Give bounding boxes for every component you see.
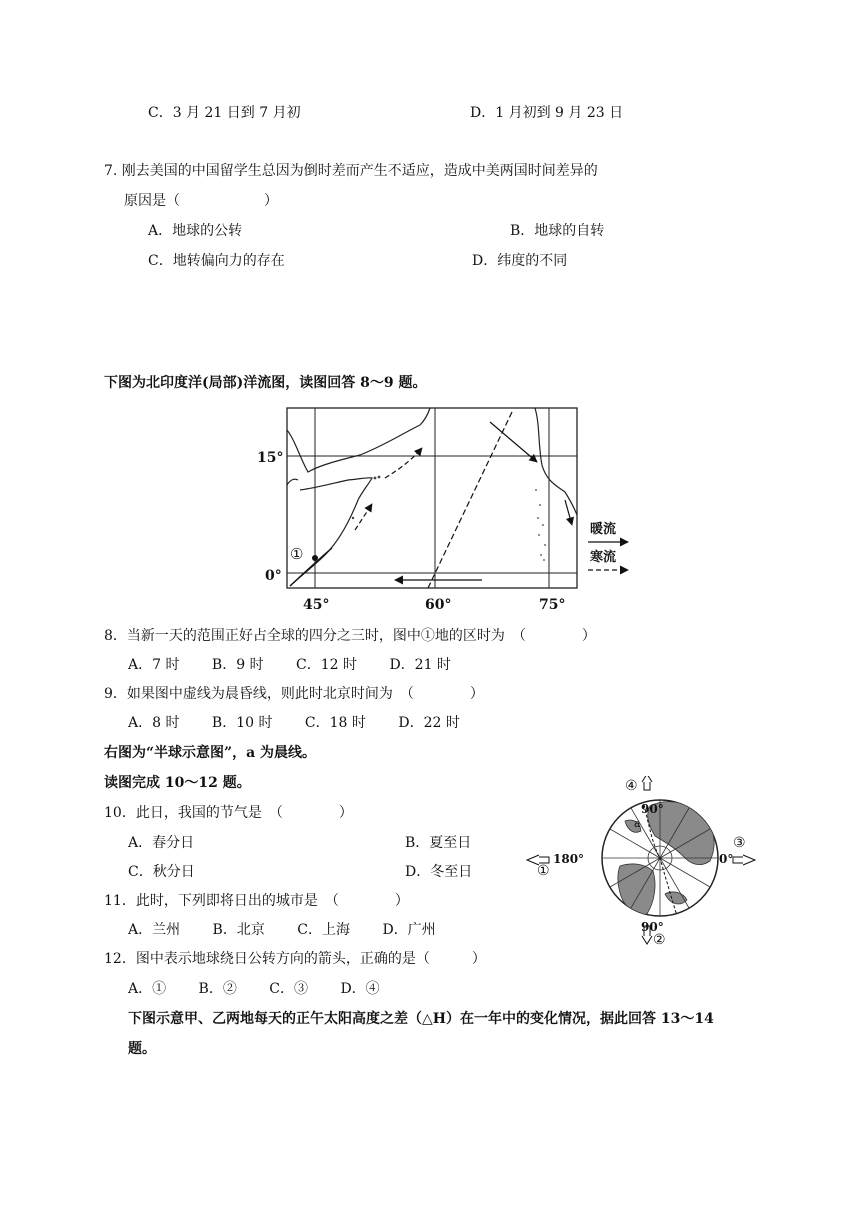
point-1-label: ① <box>290 545 304 563</box>
cold-current-arrow-1 <box>355 504 372 530</box>
india-current-arrow-2 <box>565 500 572 525</box>
q12-stem: 12．图中表示地球绕日公转方向的箭头，正确的是（ ） <box>104 951 486 967</box>
q7-option-a: A．地球的公转 <box>148 223 243 239</box>
lat-label-15: 15° <box>257 450 284 466</box>
arrow-2-label: ② <box>653 932 666 948</box>
q8-stem: 8．当新一天的范围正好占全球的四分之三时，图中①地的区时为 （ ） <box>104 628 596 644</box>
lon-top-label: 90° <box>641 802 664 816</box>
q7-stem-line2: 原因是（ ） <box>124 193 278 209</box>
q7-option-c: C．地转偏向力的存在 <box>148 253 285 269</box>
intro-q13-14-a: 下图示意甲、乙两地每天的正午太阳高度之差（△H）在一年中的变化情况，据此回答 13～14 <box>128 1011 714 1027</box>
intro-q13-14-b: 题。 <box>128 1041 156 1057</box>
legend-warm-label: 暖流 <box>590 522 617 537</box>
maldives-islands <box>535 489 546 561</box>
intro-q10-12-b: 读图完成 10～12 题。 <box>104 775 251 791</box>
intro-q8-9: 下图为北印度洋(局部)洋流图，读图回答 8～9 题。 <box>104 375 427 391</box>
q11-stem: 11．此时，下列即将日出的城市是 （ ） <box>104 893 409 909</box>
arrow-4-label: ④ <box>625 778 638 794</box>
lon-label-45: 45° <box>303 597 330 613</box>
lon-left-label: 180° <box>553 852 585 866</box>
arrow-1-label: ① <box>537 863 550 879</box>
cold-current-arrow-2 <box>385 448 422 478</box>
arrow-3-right <box>733 855 755 865</box>
terminator-label-a: a <box>634 817 641 830</box>
q11-options: A．兰州 B．北京 C．上海 D．广州 <box>128 922 436 938</box>
dashed-terminator-line <box>428 412 512 588</box>
q7-option-d: D．纬度的不同 <box>472 253 568 269</box>
q10-stem: 10．此日，我国的节气是 （ ） <box>104 805 353 821</box>
arrow-3-label: ③ <box>733 835 746 851</box>
q9-options: A．8 时 B．10 时 C．18 时 D．22 时 <box>128 715 460 731</box>
q10-option-b: B．夏至日 <box>405 835 472 851</box>
coastline-horn <box>290 478 372 586</box>
coastline-gulf <box>287 479 298 485</box>
ocean-current-map <box>250 400 650 618</box>
lon-right-label: 0° <box>719 852 734 866</box>
map-frame <box>287 408 577 588</box>
q7-stem-line1: 7. 刚去美国的中国留学生总因为倒时差而产生不适应，造成中美两国时间差异的 <box>104 163 598 179</box>
q6-option-c: C．3 月 21 日到 7 月初 <box>148 105 301 121</box>
q10-option-c: C．秋分日 <box>128 864 195 880</box>
coastline-arabia <box>287 408 430 472</box>
lon-label-60: 60° <box>425 597 452 613</box>
point-1-dot <box>312 555 318 561</box>
arrow-4-up <box>642 776 652 790</box>
intro-q10-12-a: 右图为“半球示意图”，a 为晨线。 <box>104 745 317 761</box>
lon-bottom-label: 90° <box>641 920 664 934</box>
q6-option-d: D．1 月初到 9 月 23 日 <box>470 105 624 121</box>
q10-option-a: A．春分日 <box>128 835 195 851</box>
q10-option-d: D．冬至日 <box>405 864 473 880</box>
q12-options: A．① B．② C．③ D．④ <box>128 981 380 997</box>
lat-label-0: 0° <box>265 568 282 584</box>
q7-option-b: B．地球的自转 <box>510 223 605 239</box>
lon-label-75: 75° <box>539 597 566 613</box>
q9-stem: 9．如果图中虚线为晨昏线，则此时北京时间为 （ ） <box>104 686 484 702</box>
legend-cold-label: 寒流 <box>590 550 617 565</box>
coastline-india <box>535 408 577 515</box>
q8-options: A．7 时 B．9 时 C．12 时 D．21 时 <box>128 657 451 673</box>
